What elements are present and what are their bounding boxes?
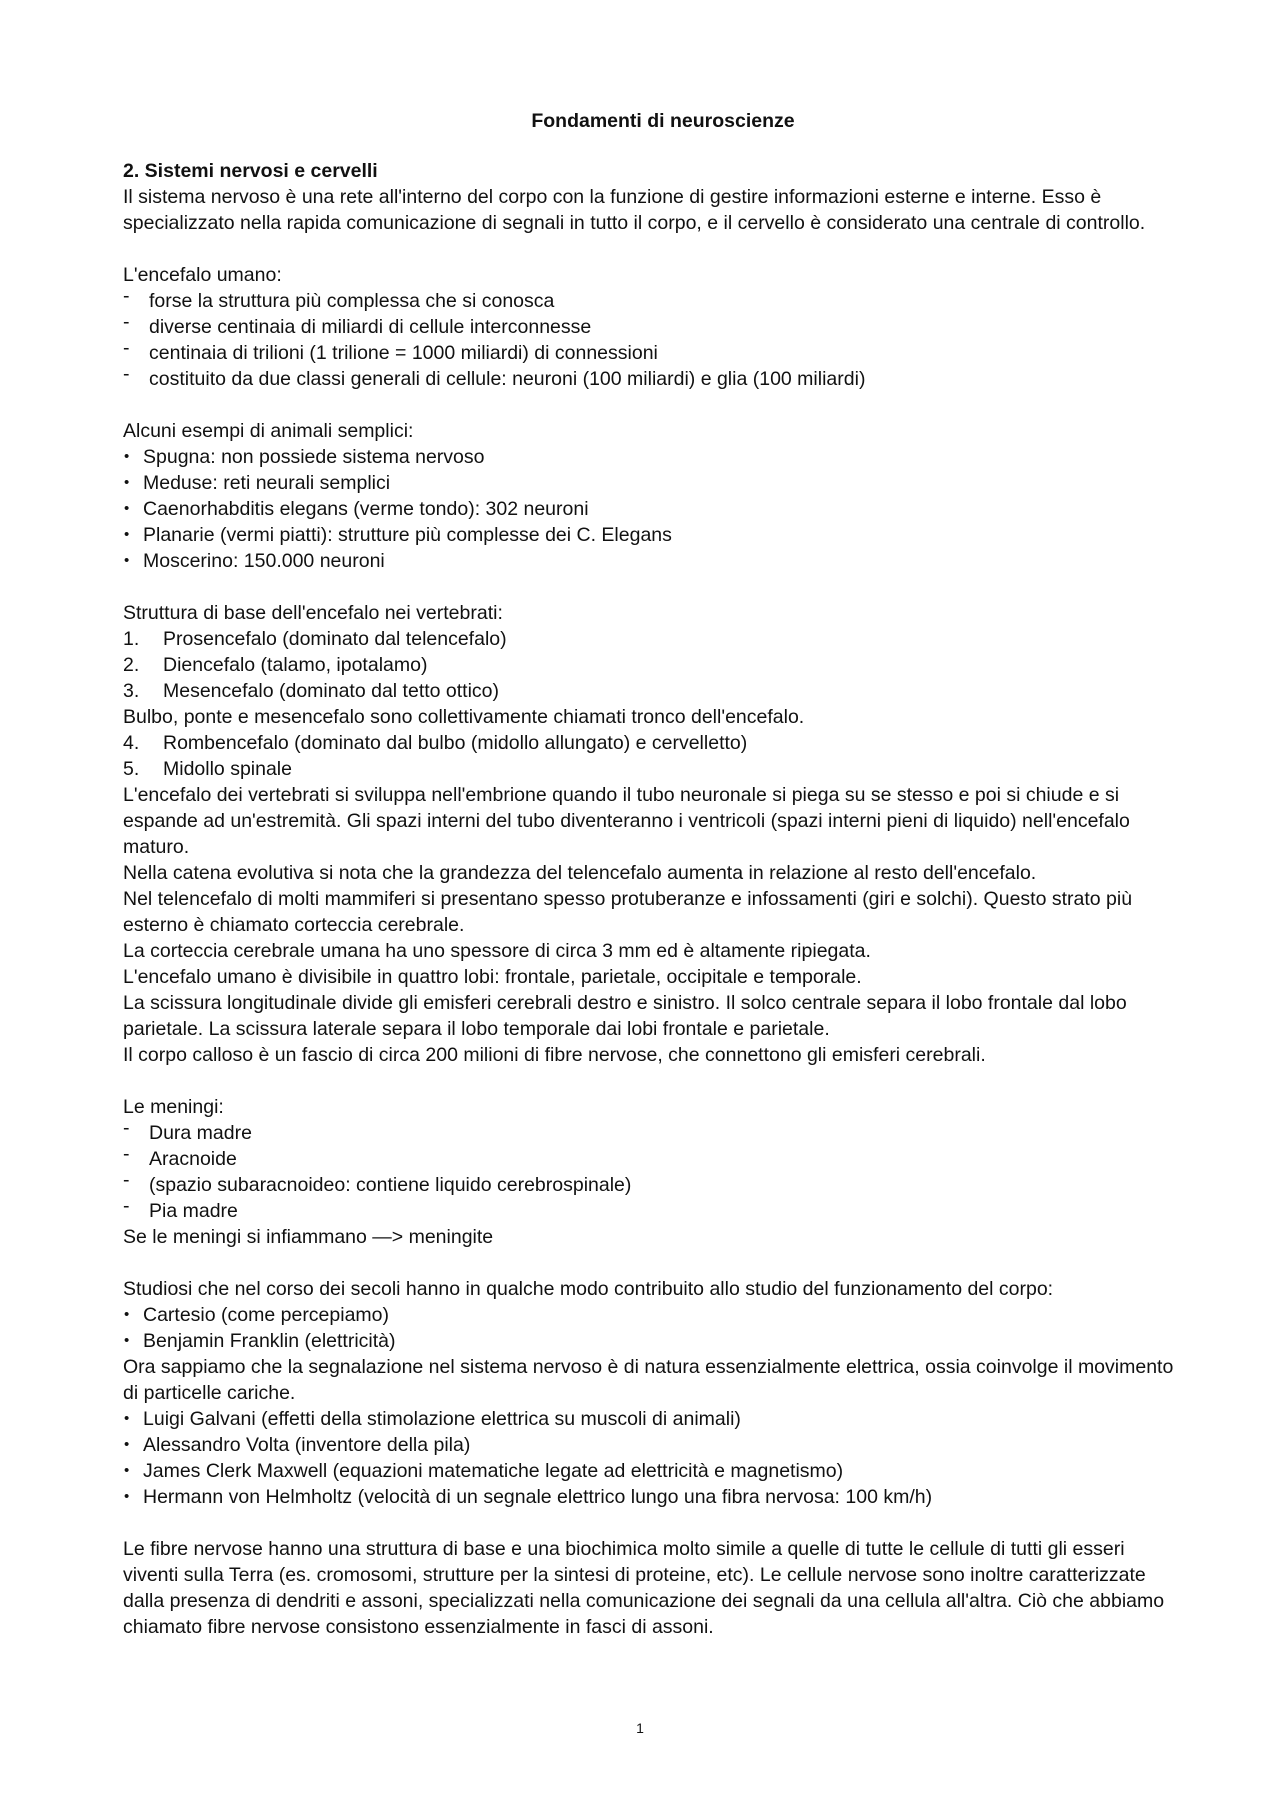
paragraph: La scissura longitudinale divide gli emisferi cerebrali destro e sinistro. Il solco centrale separa il lobo frontale dal lobo parietale. La scissura laterale separa il lobo temporale dai lobi frontale e parietale. bbox=[123, 992, 1127, 1040]
meningi-list bbox=[123, 1117, 1183, 1224]
fibre-paragraph: Le fibre nervose hanno una struttura di base e una biochimica molto simile a quelle di tutte le cellule di tutti gli esseri viventi sulla Terra (es. cromosomi, strutture per la sintesi di proteine, etc). Le cellule nervose sono inoltre caratterizzate dalla presenza di dendriti e assoni, specializzati nella comunicazione dei segnali da una cellula all'altra. Ciò che abbiamo chiamato fibre nervose consistono essenzialmente in fasci di assoni. bbox=[123, 1538, 1165, 1638]
studiosi-heading: Studiosi che nel corso dei secoli hanno in qualche modo contribuito allo studio del funzionamento del corpo: bbox=[123, 1278, 1054, 1300]
list-item: • Benjamin Franklin (elettricità) bbox=[124, 1330, 396, 1352]
list-item: - (spazio subaracnoideo: contiene liquido cerebrospinale) bbox=[123, 1169, 632, 1196]
studiosi-list-b bbox=[123, 1406, 1183, 1510]
list-item: - centinaia di trilioni (1 trilione = 1000 miliardi) di connessioni bbox=[123, 337, 658, 364]
paragraph: Il corpo calloso è un fascio di circa 200 milioni di fibre nervose, che connettono gli emisferi cerebrali. bbox=[123, 1044, 986, 1066]
list-item: 3. Mesencefalo (dominato dal tetto ottico) bbox=[123, 680, 500, 702]
list-item: 2. Diencefalo (talamo, ipotalamo) bbox=[123, 654, 428, 676]
paragraph: L'encefalo umano è divisibile in quattro lobi: frontale, parietale, occipitale e temporale. bbox=[123, 966, 862, 988]
list-item: - diverse centinaia di miliardi di cellule interconnesse bbox=[123, 311, 592, 338]
page-content bbox=[123, 108, 1183, 1640]
meningi-heading: Le meningi: bbox=[123, 1096, 224, 1118]
section-title: 2. Sistemi nervosi e cervelli bbox=[123, 160, 378, 182]
struttura-list-a bbox=[123, 626, 1183, 704]
list-item: • Meduse: reti neurali semplici bbox=[124, 472, 391, 494]
list-item: - forse la struttura più complessa che si conosca bbox=[123, 285, 555, 312]
list-item: - Aracnoide bbox=[123, 1143, 237, 1170]
list-item: • Spugna: non possiede sistema nervoso bbox=[124, 446, 485, 468]
struttura-list-b bbox=[123, 730, 1183, 782]
list-item: • Moscerino: 150.000 neuroni bbox=[124, 550, 385, 572]
intro-paragraph: Il sistema nervoso è una rete all'interno del corpo con la funzione di gestire informazioni esterne e interne. Esso è specializzato nella rapida comunicazione di segnali in tutto il corpo, e il cervello è considerato una centrale di controllo. bbox=[123, 186, 1146, 234]
list-item: 4. Rombencefalo (dominato dal bulbo (midollo allungato) e cervelletto) bbox=[123, 732, 748, 754]
list-item: • Caenorhabditis elegans (verme tondo): 302 neuroni bbox=[124, 498, 589, 520]
list-item: • Hermann von Helmholtz (velocità di un segnale elettrico lungo una fibra nervosa: 100 km/h) bbox=[124, 1486, 933, 1508]
list-item: 5. Midollo spinale bbox=[123, 758, 292, 780]
encefalo-heading: L'encefalo umano: bbox=[123, 264, 282, 286]
list-item: - Dura madre bbox=[123, 1117, 252, 1144]
paragraph: Nel telencefalo di molti mammiferi si presentano spesso protuberanze e infossamenti (giri e solchi). Questo strato più esterno è chiamato corteccia cerebrale. bbox=[123, 888, 1133, 936]
animali-heading: Alcuni esempi di animali semplici: bbox=[123, 420, 414, 442]
list-item: • Cartesio (come percepiamo) bbox=[124, 1304, 390, 1326]
meningite-note: Se le meningi si infiammano —> meningite bbox=[123, 1226, 494, 1248]
list-item: • Alessandro Volta (inventore della pila) bbox=[124, 1434, 471, 1456]
paragraph: Nella catena evolutiva si nota che la grandezza del telencefalo aumenta in relazione al resto dell'encefalo. bbox=[123, 862, 1037, 884]
page-number: 1 bbox=[636, 1720, 644, 1736]
list-item: 1. Prosencefalo (dominato dal telencefalo) bbox=[123, 628, 507, 650]
list-item: • James Clerk Maxwell (equazioni matematiche legate ad elettricità e magnetismo) bbox=[124, 1460, 844, 1482]
tronco-note: Bulbo, ponte e mesencefalo sono collettivamente chiamati tronco dell'encefalo. bbox=[123, 706, 805, 728]
list-item: - Pia madre bbox=[123, 1195, 238, 1222]
paragraph: La corteccia cerebrale umana ha uno spessore di circa 3 mm ed è altamente ripiegata. bbox=[123, 940, 871, 962]
studiosi-note: Ora sappiamo che la segnalazione nel sistema nervoso è di natura essenzialmente elettrica, ossia coinvolge il movimento di particelle cariche. bbox=[123, 1356, 1174, 1404]
studiosi-list-a bbox=[123, 1302, 1183, 1354]
encefalo-list bbox=[123, 285, 1183, 392]
animali-list bbox=[123, 444, 1183, 574]
list-item: • Luigi Galvani (effetti della stimolazione elettrica su muscoli di animali) bbox=[124, 1408, 741, 1430]
list-item: - costituito da due classi generali di cellule: neuroni (100 miliardi) e glia (100 miliardi) bbox=[123, 363, 866, 390]
list-item: • Planarie (vermi piatti): strutture più complesse dei C. Elegans bbox=[124, 524, 672, 546]
struttura-heading: Struttura di base dell'encefalo nei vertebrati: bbox=[123, 602, 503, 624]
document-title: Fondamenti di neuroscienze bbox=[531, 110, 795, 132]
paragraph: L'encefalo dei vertebrati si sviluppa nell'embrione quando il tubo neuronale si piega su se stesso e poi si chiude e si espande ad un'estremità. Gli spazi interni del tubo diventeranno i ventricoli (spazi interni pieni di liquido) nell'encefalo maturo. bbox=[123, 784, 1130, 858]
